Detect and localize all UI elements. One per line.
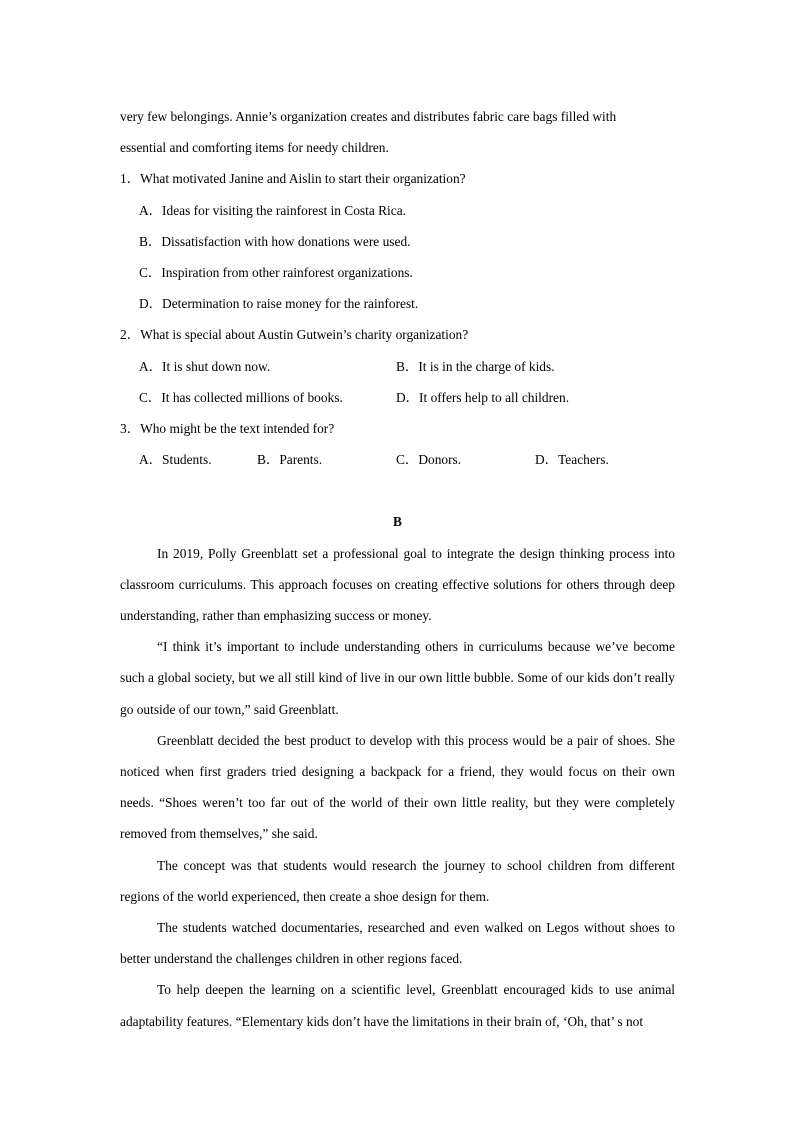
section-b-paragraph-1: In 2019, Polly Greenblatt set a professional goal to integrate the design thinking process into classroom curriculums. This approach focuses on creating effective solutions for others through deep understanding, rather than emphasizing success or money. <box>120 545 675 624</box>
section-b-paragraph-4: The concept was that students would research the journey to school children from different regions of the world experienced, then create a shoe design for them. <box>120 857 675 904</box>
section-b-paragraph-5: The students watched documentaries, researched and even walked on Legos without shoes to better understand the challenges children in other regions faced. <box>120 920 675 967</box>
section-b-paragraph-6: To help deepen the learning on a scientific level, Greenblatt encouraged kids to use animal adaptability features. “Elementary kids don’t have the limitations in their brain of, ‘Oh, that’ s not <box>120 982 675 1029</box>
section-b-paragraph-2: “I think it’s important to include understanding others in curriculums because we’ve become such a global society, but we all still kind of live in our own little bubble. Some of our kids don’t really go outside of our town,” said Greenblatt. <box>120 639 675 717</box>
question-2-options-row-2 <box>120 382 675 413</box>
question-3-option-c: C．Donors. <box>396 452 462 468</box>
section-b-title: B <box>393 514 402 530</box>
page-content <box>120 101 675 1037</box>
question-3-option-d: D．Teachers. <box>535 452 609 468</box>
passage-a-end-line-1: very few belongings. Annie’s organization creates and distributes fabric care bags filled with <box>120 109 617 124</box>
question-3-stem: 3．Who might be the text intended for? <box>120 421 335 437</box>
section-b-paragraph-3: Greenblatt decided the best product to develop with this process would be a pair of shoes. She noticed when first graders tried designing a backpack for a friend, they would focus on their own needs. “Shoes weren’t too far out of the world of their own little reality, but they were completely removed from themselves,” she said. <box>120 732 675 842</box>
question-3-option-b: B．Parents. <box>257 452 323 468</box>
question-2-option-c: C．It has collected millions of books. <box>139 389 343 405</box>
question-1-option-c: C．Inspiration from other rainforest organizations. <box>139 265 413 281</box>
question-2-options-row-1 <box>120 351 675 382</box>
question-1-option-d: D．Determination to raise money for the rainforest. <box>139 296 419 312</box>
question-3-options-row <box>120 444 675 475</box>
question-2-option-b: B．It is in the charge of kids. <box>396 358 555 374</box>
question-3-option-a: A．Students. <box>139 452 212 468</box>
question-2-option-d: D．It offers help to all children. <box>396 389 570 405</box>
question-2-option-a: A．It is shut down now. <box>139 358 271 374</box>
section-spacer <box>120 475 675 506</box>
question-2-stem: 2．What is special about Austin Gutwein’s charity organization? <box>120 327 469 343</box>
passage-a-end-line-2: essential and comforting items for needy children. <box>120 140 389 156</box>
question-1-option-a: A．Ideas for visiting the rainforest in Costa Rica. <box>139 202 407 218</box>
question-1-option-b: B．Dissatisfaction with how donations were used. <box>139 233 411 249</box>
question-1-stem: 1．What motivated Janine and Aislin to start their organization? <box>120 171 466 187</box>
